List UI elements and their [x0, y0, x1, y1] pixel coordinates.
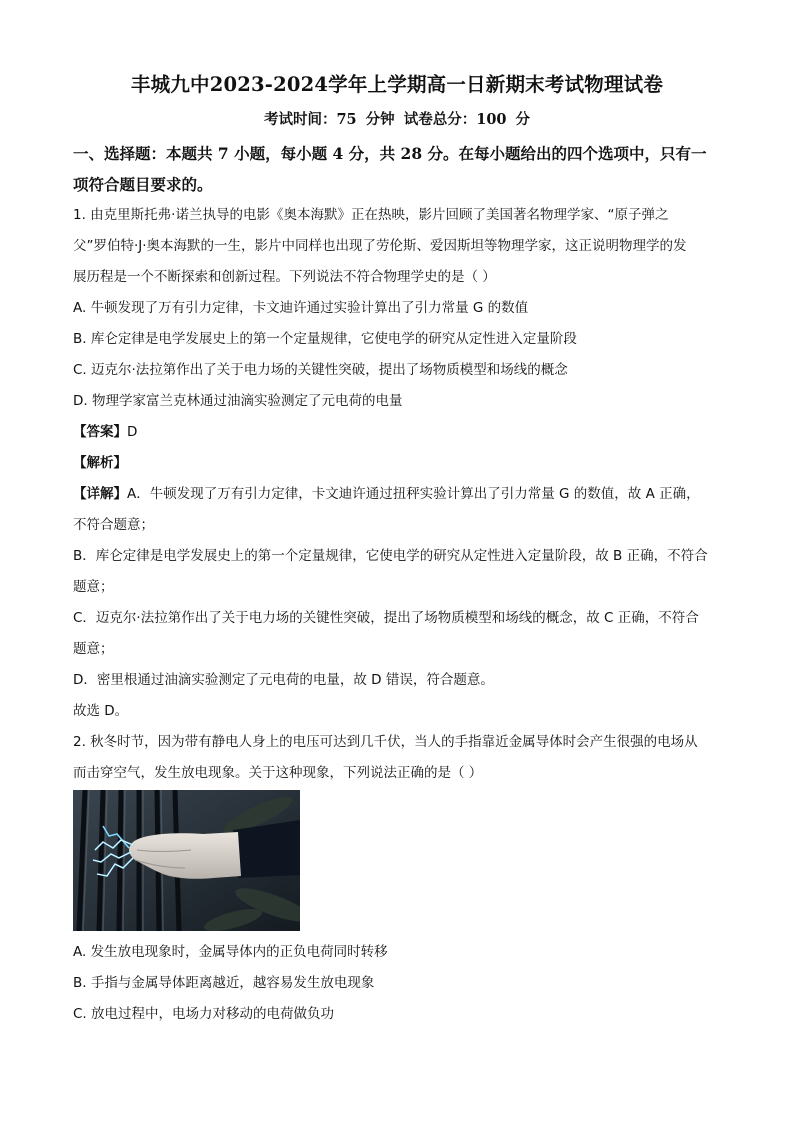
q1-option-c: C. 迈克尔·法拉第作出了关于电力场的关键性突破，提出了场物质模型和场线的概念: [73, 362, 568, 378]
q1-stem-line3: 展历程是一个不断探索和创新过程。下列说法不符合物理学史的是（ ）: [73, 269, 496, 285]
detail-a-line2: 不符合题意；: [73, 517, 154, 533]
detail-a-text: A．牛顿发现了万有引力定律，卡文迪许通过扭秤实验计算出了引力常量 G 的数值，故 A 正确，: [127, 486, 700, 502]
q2-option-c: C. 放电过程中，电场力对移动的电荷做负功: [73, 1006, 335, 1022]
section-heading-line2: 项符合题目要求的。: [73, 175, 213, 194]
q1-stem-line1: 1. 由克里斯托弗·诺兰执导的电影《奥本海默》正在热映，影片回顾了美国著名物理学家、“原子弹之: [73, 207, 669, 223]
detail-tag: 【详解】: [73, 486, 127, 502]
q1-option-d: D. 物理学家富兰克林通过油滴实验测定了元电荷的电量: [73, 393, 403, 409]
detail-c-line2: 题意；: [73, 641, 114, 657]
detail-b-line2: 题意；: [73, 579, 114, 595]
answer-tag: 【答案】: [73, 424, 127, 440]
q2-stem-line2: 而击穿空气，发生放电现象。关于这种现象，下列说法正确的是（ ）: [73, 765, 483, 781]
detail-b-line1: B．库仑定律是电学发展史上的第一个定量规律，它使电学的研究从定性进入定量阶段，故 B 正确，不符合: [73, 548, 708, 564]
q2-stem-line1: 2. 秋冬时节，因为带有静电人身上的电压可达到几千伏，当人的手指靠近金属导体时会产生很强的电场从: [73, 734, 698, 750]
section-heading: [73, 138, 723, 200]
q2-option-b: B. 手指与金属导体距离越近，越容易发生放电现象: [73, 975, 375, 991]
section-heading-line1: 一、选择题：本题共 7 小题，每小题 4 分，共 28 分。在每小题给出的四个选项中，只有一: [73, 144, 707, 163]
exam-title: 丰城九中2023-2024学年上学期高一日新期末考试物理试卷: [130, 73, 664, 96]
detail-c-line1: C．迈克尔·法拉第作出了关于电力场的关键性突破，提出了场物质模型和场线的概念，故 C 正确，不符合: [73, 610, 699, 626]
analysis-tag: 【解析】: [73, 455, 127, 471]
q2-option-a: A. 发生放电现象时，金属导体内的正负电荷同时转移: [73, 944, 388, 960]
q1-option-a: A. 牛顿发现了万有引力定律，卡文迪许通过实验计算出了引力常量 G 的数值: [73, 300, 529, 316]
q1-option-b: B. 库仑定律是电学发展史上的第一个定量规律，它使电学的研究从定性进入定量阶段: [73, 331, 577, 347]
q1-stem-line2: 父”罗伯特·J·奥本海默的一生，影片中同样也出现了劳伦斯、爱因斯坦等物理学家，这正说明物理学的发: [73, 238, 687, 254]
answer-line: [73, 420, 137, 440]
discharge-illustration: [73, 790, 300, 931]
detail-a-line1: [73, 482, 700, 502]
answer-value: D: [127, 424, 138, 440]
conclusion: 故选 D。: [73, 703, 129, 719]
exam-info: 考试时间：75 分钟 试卷总分：100 分: [263, 111, 531, 128]
electrostatic-discharge-photo: [73, 790, 300, 931]
detail-d-line1: D．密里根通过油滴实验测定了元电荷的电量，故 D 错误，符合题意。: [73, 672, 494, 688]
